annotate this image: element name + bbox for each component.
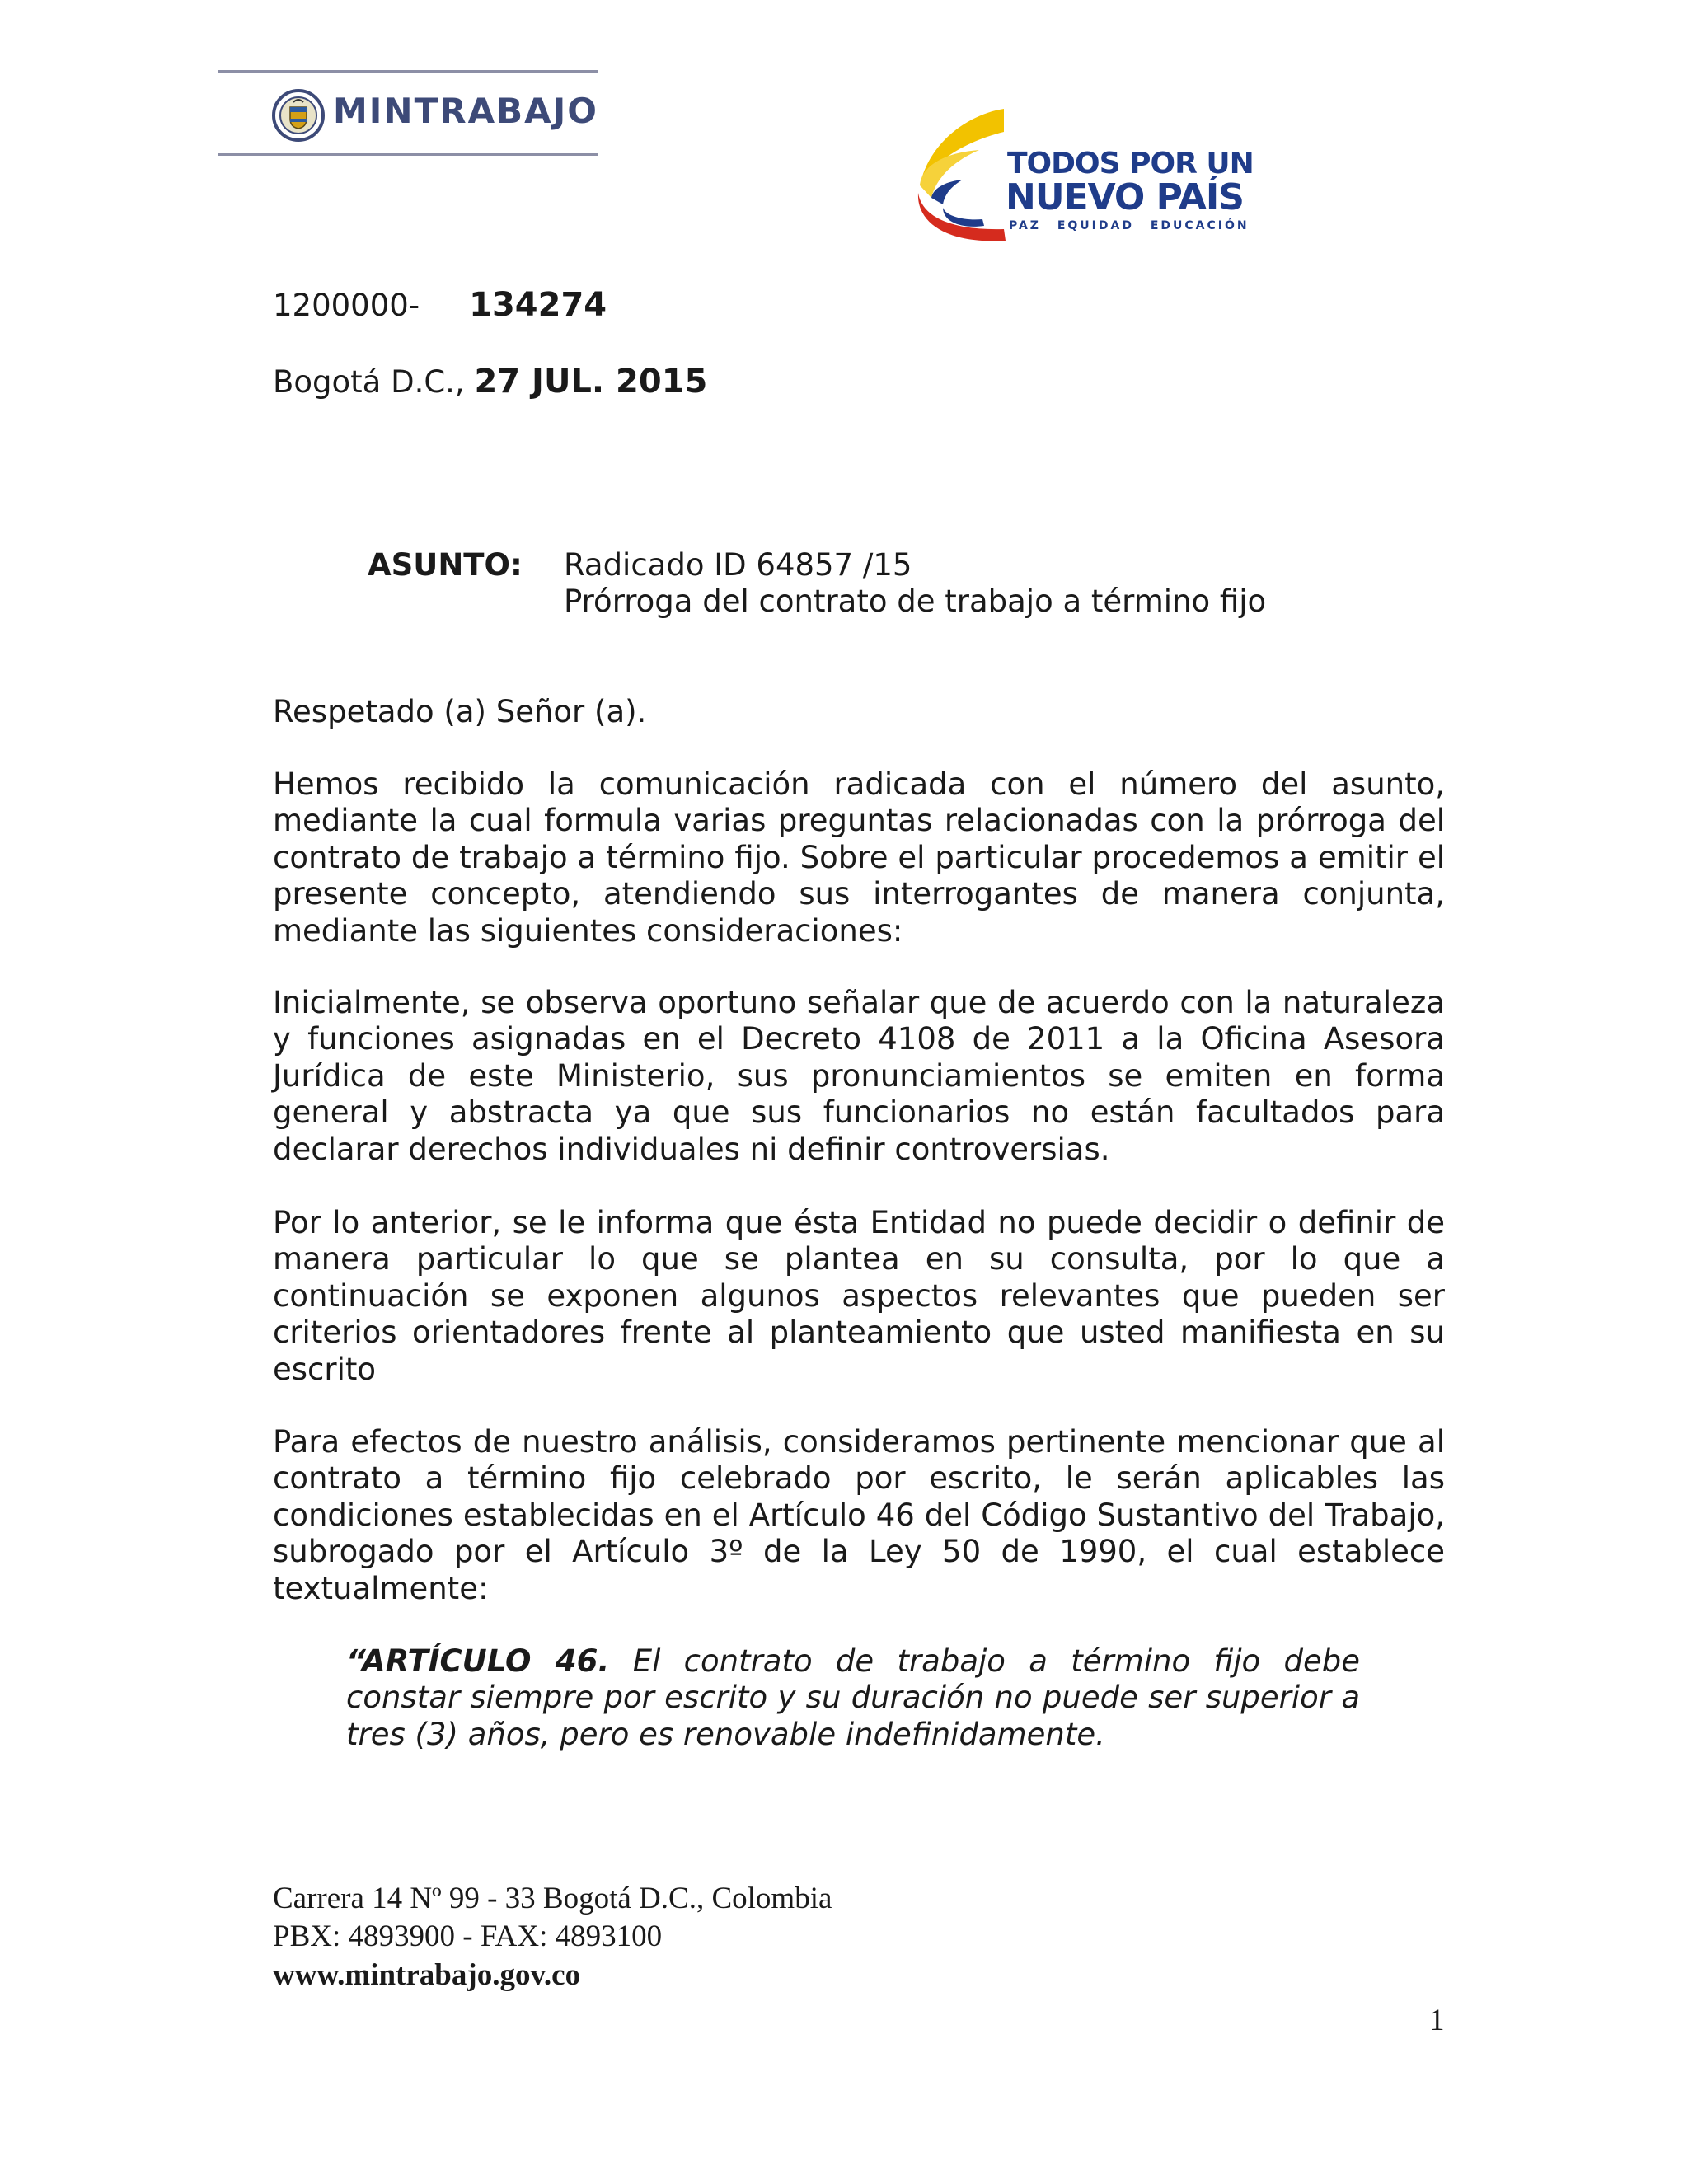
article-quote-heading: “ARTÍCULO 46. xyxy=(346,1643,610,1679)
footer-phones: PBX: 4893900 - FAX: 4893100 xyxy=(273,1919,663,1953)
campaign-logo-line2: NUEVO PAÍS xyxy=(1006,176,1244,218)
page-number: 1 xyxy=(1429,2004,1445,2037)
mintrabajo-logo-text: MINTRABAJO xyxy=(333,91,598,131)
body-paragraph-1: Hemos recibido la comunicación radicada con el número del asunto, mediante la cual formula varias preguntas relacionadas con la prórroga del contrato de trabajo a término fijo. Sobre el particular procedemos a emitir el presente concepto, atendiendo sus interrogantes de manera conjunta, mediante las siguientes consideraciones: xyxy=(273,766,1445,949)
body-paragraph-2: Inicialmente, se observa oportuno señalar que de acuerdo con la naturaleza y funciones asignadas en el Decreto 4108 de 2011 a la Oficina Asesora Jurídica de este Ministerio, sus pronunciamientos se emiten en forma general y abstracta ya que sus funcionarios no están facultados para declarar derechos individuales ni definir controversias. xyxy=(273,985,1445,1167)
subject-label: ASUNTO: xyxy=(368,547,523,583)
header-divider-top xyxy=(218,70,598,73)
body-paragraph-4: Para efectos de nuestro análisis, consideramos pertinente mencionar que al contrato a término fijo celebrado por escrito, le serán aplicables las condiciones establecidas en el Artículo 46 del Código Sustantivo del Trabajo, subrogado por el Artículo 3º de la Ley 50 de 1990, el cual establece textualmente: xyxy=(273,1424,1445,1606)
colombia-coat-of-arms-icon xyxy=(272,89,325,142)
reference-line xyxy=(273,286,607,324)
footer-address: Carrera 14 Nº 99 - 33 Bogotá D.C., Colombia xyxy=(273,1882,832,1915)
reference-number: 134274 xyxy=(469,286,607,324)
salutation: Respetado (a) Señor (a). xyxy=(273,694,647,729)
date-place: Bogotá D.C., xyxy=(273,364,465,400)
article-quote xyxy=(346,1643,1360,1753)
letter-date: 27 JUL. 2015 xyxy=(474,363,708,401)
subject-line-1: Radicado ID 64857 /15 xyxy=(564,547,912,583)
campaign-logo-mark-icon xyxy=(913,107,1012,243)
header-divider-bottom xyxy=(218,153,598,156)
subject-line-2: Prórroga del contrato de trabajo a término fijo xyxy=(564,583,1267,619)
campaign-logo-line1: TODOS POR UN xyxy=(1007,147,1254,180)
reference-prefix: 1200000- xyxy=(273,288,420,323)
date-line xyxy=(273,363,707,401)
article-quote-text: El contrato de trabajo a término fijo debe constar siempre por escrito y su duración no puede ser superior a tres (3) años, pero es renovable indefinidamente. xyxy=(346,1643,1360,1752)
body-paragraph-3: Por lo anterior, se le informa que ésta Entidad no puede decidir o definir de manera particular lo que se plantea en su consulta, por lo que a continuación se exponen algunos aspectos relevantes que pueden ser criterios orientadores frente al planteamiento que usted manifiesta en su escrito xyxy=(273,1205,1445,1387)
footer-website[interactable]: www.mintrabajo.gov.co xyxy=(273,1958,581,1992)
campaign-logo-tagline: PAZ EQUIDAD EDUCACIÓN xyxy=(1009,219,1250,232)
